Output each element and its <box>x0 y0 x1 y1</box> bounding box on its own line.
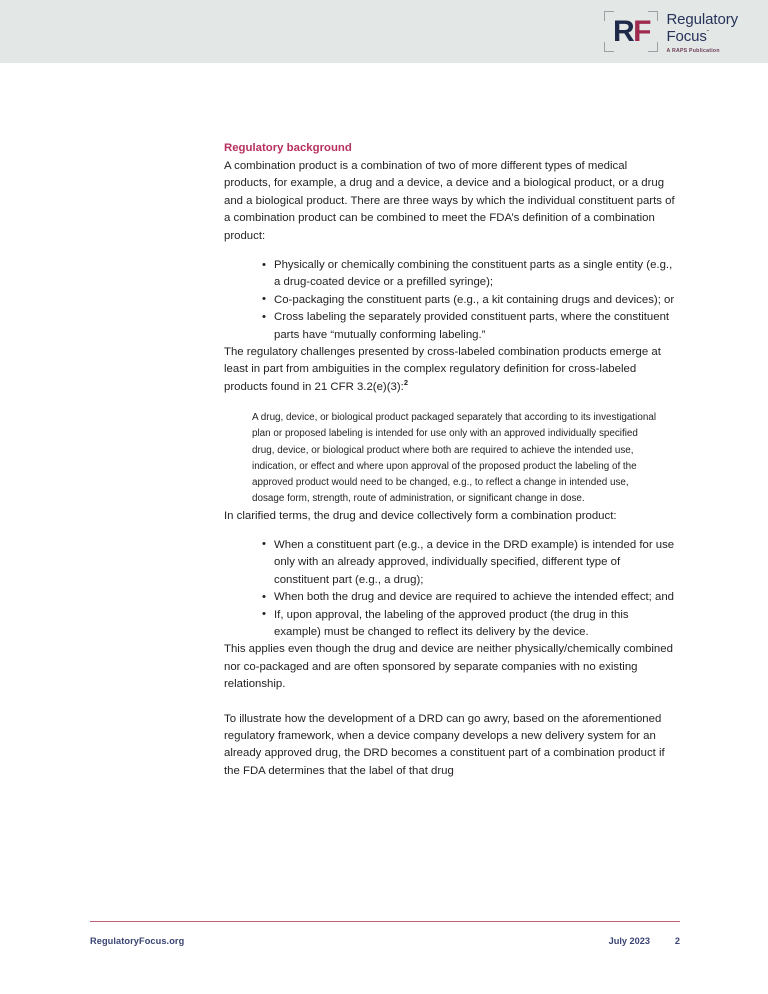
list-item: • When both the drug and device are required to achieve the intended effect; and <box>262 589 676 606</box>
intro-paragraph: A combination product is a combination of two of more different types of medical products, for example, a drug and a device, a device and a biological product, or a drug and a biological product. There are three ways by which the individual constituent parts of a combination product can be combined to meet the FDA’s definition of a combination product: <box>224 160 675 242</box>
footer-divider <box>90 921 680 922</box>
logo-publisher-line: A RAPS Publication <box>666 48 720 54</box>
footer-page-number: 2 <box>674 936 680 946</box>
regulatory-focus-logo <box>604 11 738 54</box>
list-item: • If, upon approval, the labeling of the approved product (the drug in this example) must be changed to reflect its delivery by the device. <box>262 607 676 642</box>
bracket-bottom-left-icon <box>604 42 614 52</box>
rf-monogram-icon <box>604 11 658 52</box>
logo-word-focus: Focus <box>666 28 707 45</box>
logo-letter-r: R <box>612 14 634 48</box>
trademark-icon: ˜ <box>706 31 709 37</box>
footer-issue-date: July 2023 <box>608 936 650 946</box>
clarified-terms-paragraph: In clarified terms, the drug and device collectively form a combination product: <box>224 509 617 522</box>
applies-paragraph: This applies even though the drug and device are neither physically/chemically combined nor co-packaged and are often sponsored by separate companies with no existing relationship. <box>224 643 673 691</box>
rf-letters <box>612 14 650 48</box>
logo-wordmark <box>666 11 738 54</box>
footer-meta <box>609 936 680 946</box>
footer-row <box>90 936 680 946</box>
cfr-quote-text: A drug, device, or biological product packaged separately that according to its investigational plan or proposed labeling is intended for use only with an approved individually specified drug, device, or biological product where both are required to achieve the intended use, indication, or effect and where upon approval of the proposed product the labeling of the approved product would need to be changed, e.g., to reflect a change in intended use, dosage form, strength, route of administration, or significant change in dose. <box>252 412 657 505</box>
cfr-quote-block <box>224 410 662 507</box>
logo-word-regulatory: Regulatory <box>666 11 738 28</box>
logo-letter-f: F <box>633 14 650 48</box>
bracket-top-right-icon <box>648 11 658 21</box>
bracket-bottom-right-icon <box>648 42 658 52</box>
list-item: • Physically or chemically combining the constituent parts as a single entity (e.g., a drug-coated device or a prefilled syringe); <box>262 257 676 292</box>
document-body <box>224 140 676 780</box>
bullet-list-clarified-criteria <box>224 537 676 641</box>
illustrate-paragraph: To illustrate how the development of a DRD can go awry, based on the aforementioned regulatory framework, when a device company develops a new delivery system for an already approved drug, the DRD becomes a constituent part of a combination product if the FDA determines that the label of that drug <box>224 712 665 777</box>
footnote-marker: 2 <box>403 378 408 388</box>
bracket-top-left-icon <box>604 11 614 21</box>
list-item: • Co-packaging the constituent parts (e.g., a kit containing drugs and devices); or <box>262 292 676 309</box>
section-heading: Regulatory background <box>224 142 352 154</box>
list-item: • Cross labeling the separately provided constituent parts, where the constituent parts have “mutually conforming labeling.” <box>262 309 676 344</box>
page-footer <box>90 921 680 946</box>
challenges-paragraph <box>224 344 676 396</box>
challenges-paragraph-text: The regulatory challenges presented by cross-labeled combination products emerge at least in part from ambiguities in the complex regulatory definition for cross-labeled products found in 21 CFR 3.2(e)(3): <box>224 346 661 393</box>
list-item: • When a constituent part (e.g., a device in the DRD example) is intended for use only with an already approved, individually specified, different type of constituent part (e.g., a drug); <box>262 537 676 589</box>
page-header-band <box>0 0 768 63</box>
footer-site-link[interactable]: RegulatoryFocus.org <box>90 936 185 946</box>
bullet-list-combination-methods <box>224 257 676 344</box>
